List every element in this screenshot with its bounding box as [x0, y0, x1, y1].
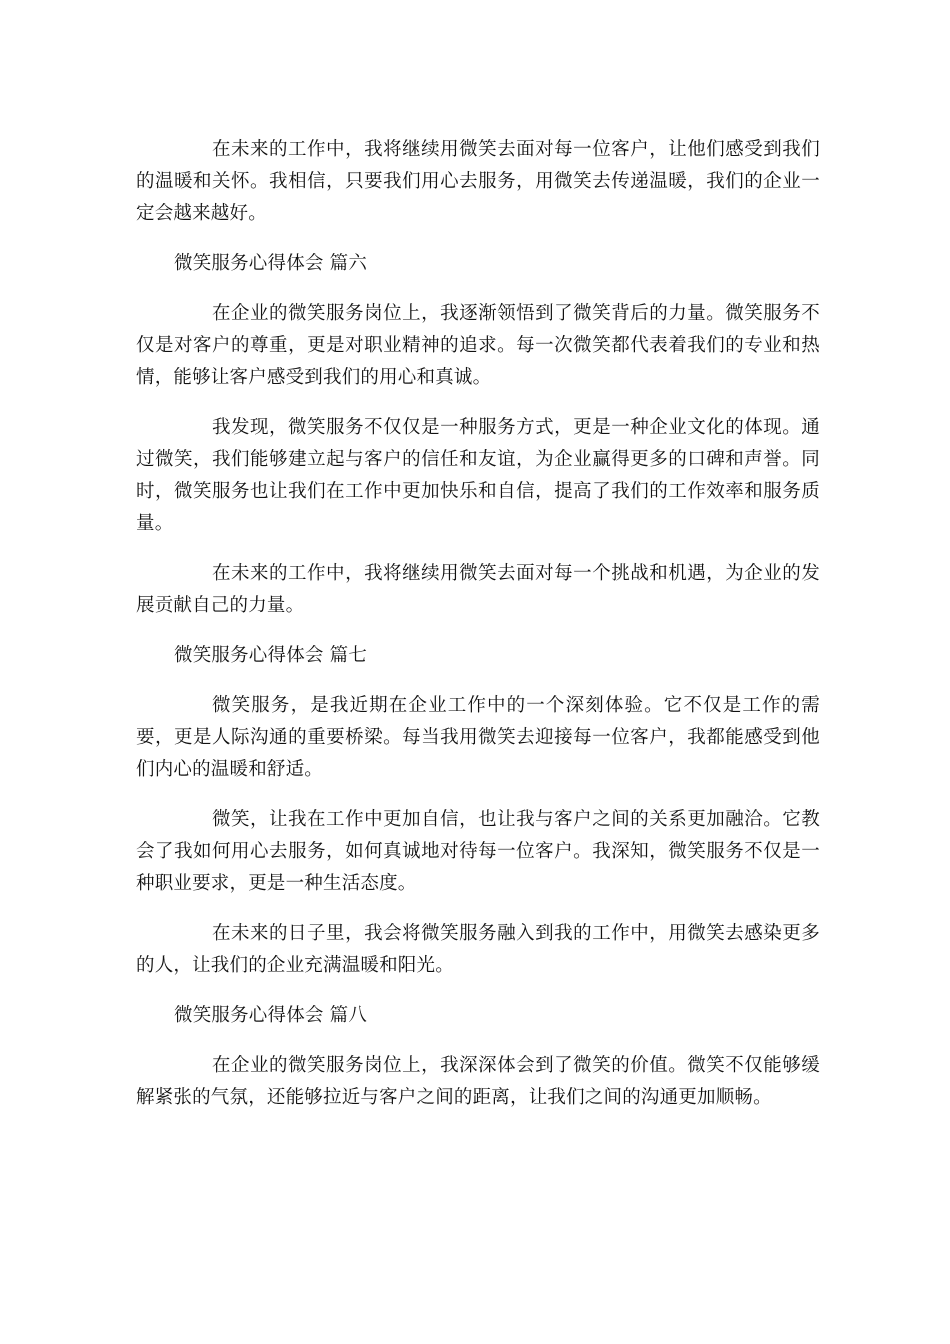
paragraph: 在未来的工作中，我将继续用微笑去面对每一个挑战和机遇，为企业的发展贡献自己的力量。	[136, 563, 820, 616]
paragraph: 我发现，微笑服务不仅仅是一种服务方式，更是一种企业文化的体现。通过微笑，我们能够建立起与客户的信任和友谊，为企业赢得更多的口碑和声誉。同时，微笑服务也让我们在工作中更加快乐和自信，提高了我们的工作效率和服务质量。	[136, 417, 820, 534]
paragraph: 微笑，让我在工作中更加自信，也让我与客户之间的关系更加融洽。它教会了我如何用心去服务，如何真诚地对待每一位客户。我深知，微笑服务不仅是一种职业要求，更是一种生活态度。	[136, 809, 820, 894]
section-heading: 微笑服务心得体会 篇六	[174, 253, 368, 274]
section-heading: 微笑服务心得体会 篇七	[174, 645, 368, 666]
paragraph: 微笑服务，是我近期在企业工作中的一个深刻体验。它不仅是工作的需要，更是人际沟通的重要桥梁。每当我用微笑去迎接每一位客户，我都能感受到他们内心的温暖和舒适。	[136, 695, 820, 780]
paragraph: 在企业的微笑服务岗位上，我逐渐领悟到了微笑背后的力量。微笑服务不仅是对客户的尊重，更是对职业精神的追求。每一次微笑都代表着我们的专业和热情，能够让客户感受到我们的用心和真诚。	[136, 303, 820, 388]
paragraph: 在未来的工作中，我将继续用微笑去面对每一位客户，让他们感受到我们的温暖和关怀。我相信，只要我们用心去服务，用微笑去传递温暖，我们的企业一定会越来越好。	[136, 139, 820, 224]
section-heading: 微笑服务心得体会 篇八	[174, 1005, 368, 1026]
paragraph: 在未来的日子里，我会将微笑服务融入到我的工作中，用微笑去感染更多的人，让我们的企业充满温暖和阳光。	[136, 923, 820, 976]
document-page	[136, 134, 820, 1132]
paragraph: 在企业的微笑服务岗位上，我深深体会到了微笑的价值。微笑不仅能够缓解紧张的气氛，还能够拉近与客户之间的距离，让我们之间的沟通更加顺畅。	[136, 1055, 820, 1108]
